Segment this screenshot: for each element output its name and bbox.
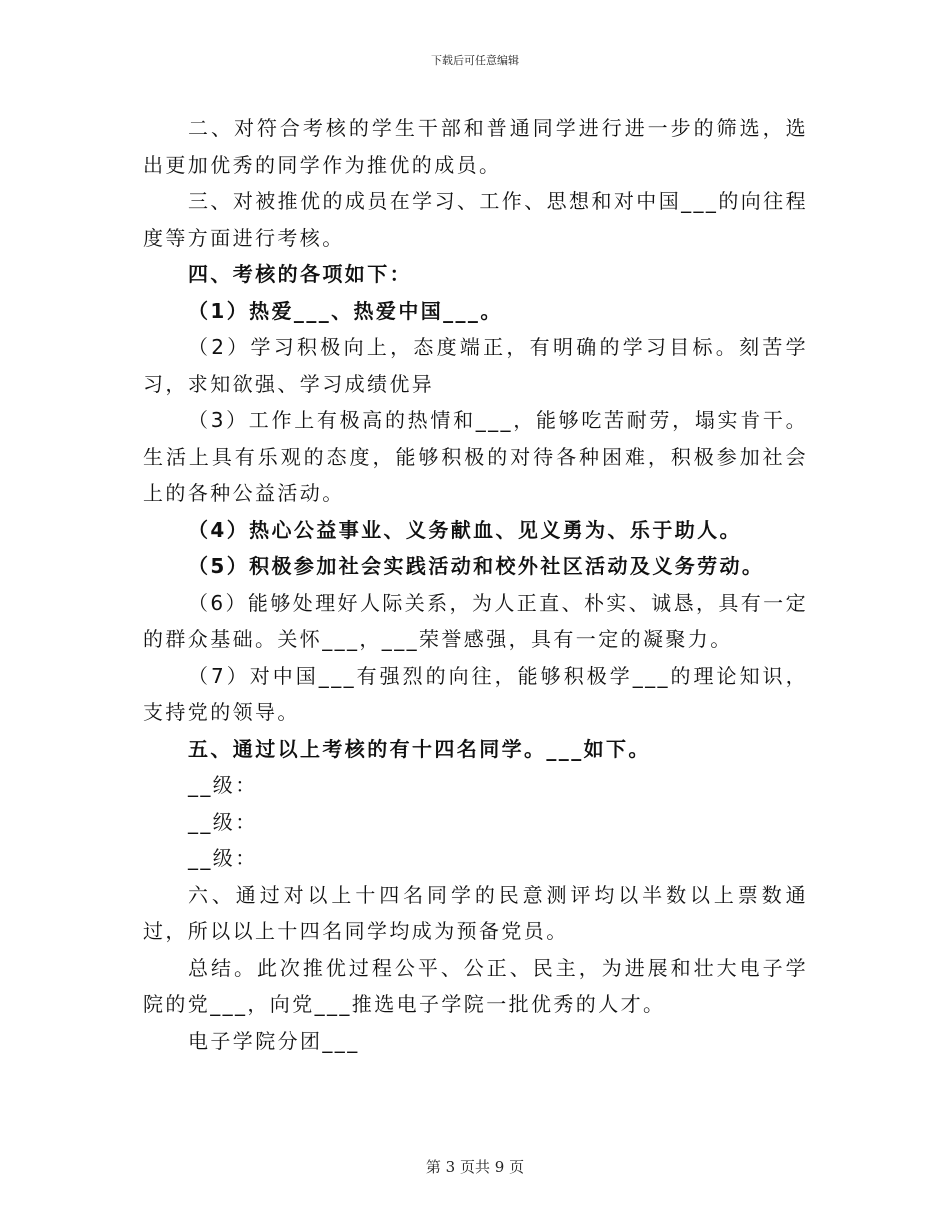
summary-paragraph: 总结。此次推优过程公平、公正、民主，为进展和壮大电子学院的党___，向党___推选电子学院一批优秀的人才。 bbox=[143, 955, 808, 1016]
page-footer: 第 3 页共 9 页 bbox=[425, 1158, 525, 1176]
list-item: （1）热爱___、热爱中国___。 bbox=[188, 298, 503, 323]
list-item: （6）能够处理好人际关系，为人正直、朴实、诚恳，具有一定的群众基础。关怀___，___荣誉感强，具有一定的凝聚力。 bbox=[143, 590, 808, 651]
signature-line: 电子学院分团___ bbox=[188, 1028, 360, 1053]
section-heading: 五、通过以上考核的有十四名同学。___如下。 bbox=[188, 736, 651, 761]
grade-line: __级： bbox=[188, 773, 258, 797]
page-header: 下载后可任意编辑 bbox=[431, 54, 519, 67]
paragraph: 六、通过对以上十四名同学的民意测评均以半数以上票数通过，所以以上十四名同学均成为预备党员。 bbox=[143, 882, 808, 943]
grade-line: __级： bbox=[188, 809, 258, 834]
paragraph: 二、对符合考核的学生干部和普通同学进行进一步的筛选，选出更加优秀的同学作为推优的成员。 bbox=[143, 116, 808, 177]
list-item: （3）工作上有极高的热情和___，能够吃苦耐劳，塌实肯干。生活上具有乐观的态度，能够积极的对待各种困难，积极参加社会上的各种公益活动。 bbox=[143, 408, 808, 505]
paragraph: 三、对被推优的成员在学习、工作、思想和对中国___的向往程度等方面进行考核。 bbox=[143, 189, 808, 250]
document-body bbox=[143, 110, 808, 1059]
list-item: （2）学习积极向上，态度端正，有明确的学习目标。刻苦学习，求知欲强、学习成绩优异 bbox=[143, 335, 808, 396]
list-item: （5）积极参加社会实践活动和校外社区活动及义务劳动。 bbox=[188, 554, 765, 578]
list-item: （7）对中国___有强烈的向往，能够积极学___的理论知识，支持党的领导。 bbox=[143, 663, 808, 724]
section-heading: 四、考核的各项如下： bbox=[188, 262, 412, 286]
list-item: （4）热心公益事业、义务献血、见义勇为、乐于助人。 bbox=[188, 517, 742, 542]
grade-line: __级： bbox=[188, 846, 258, 870]
